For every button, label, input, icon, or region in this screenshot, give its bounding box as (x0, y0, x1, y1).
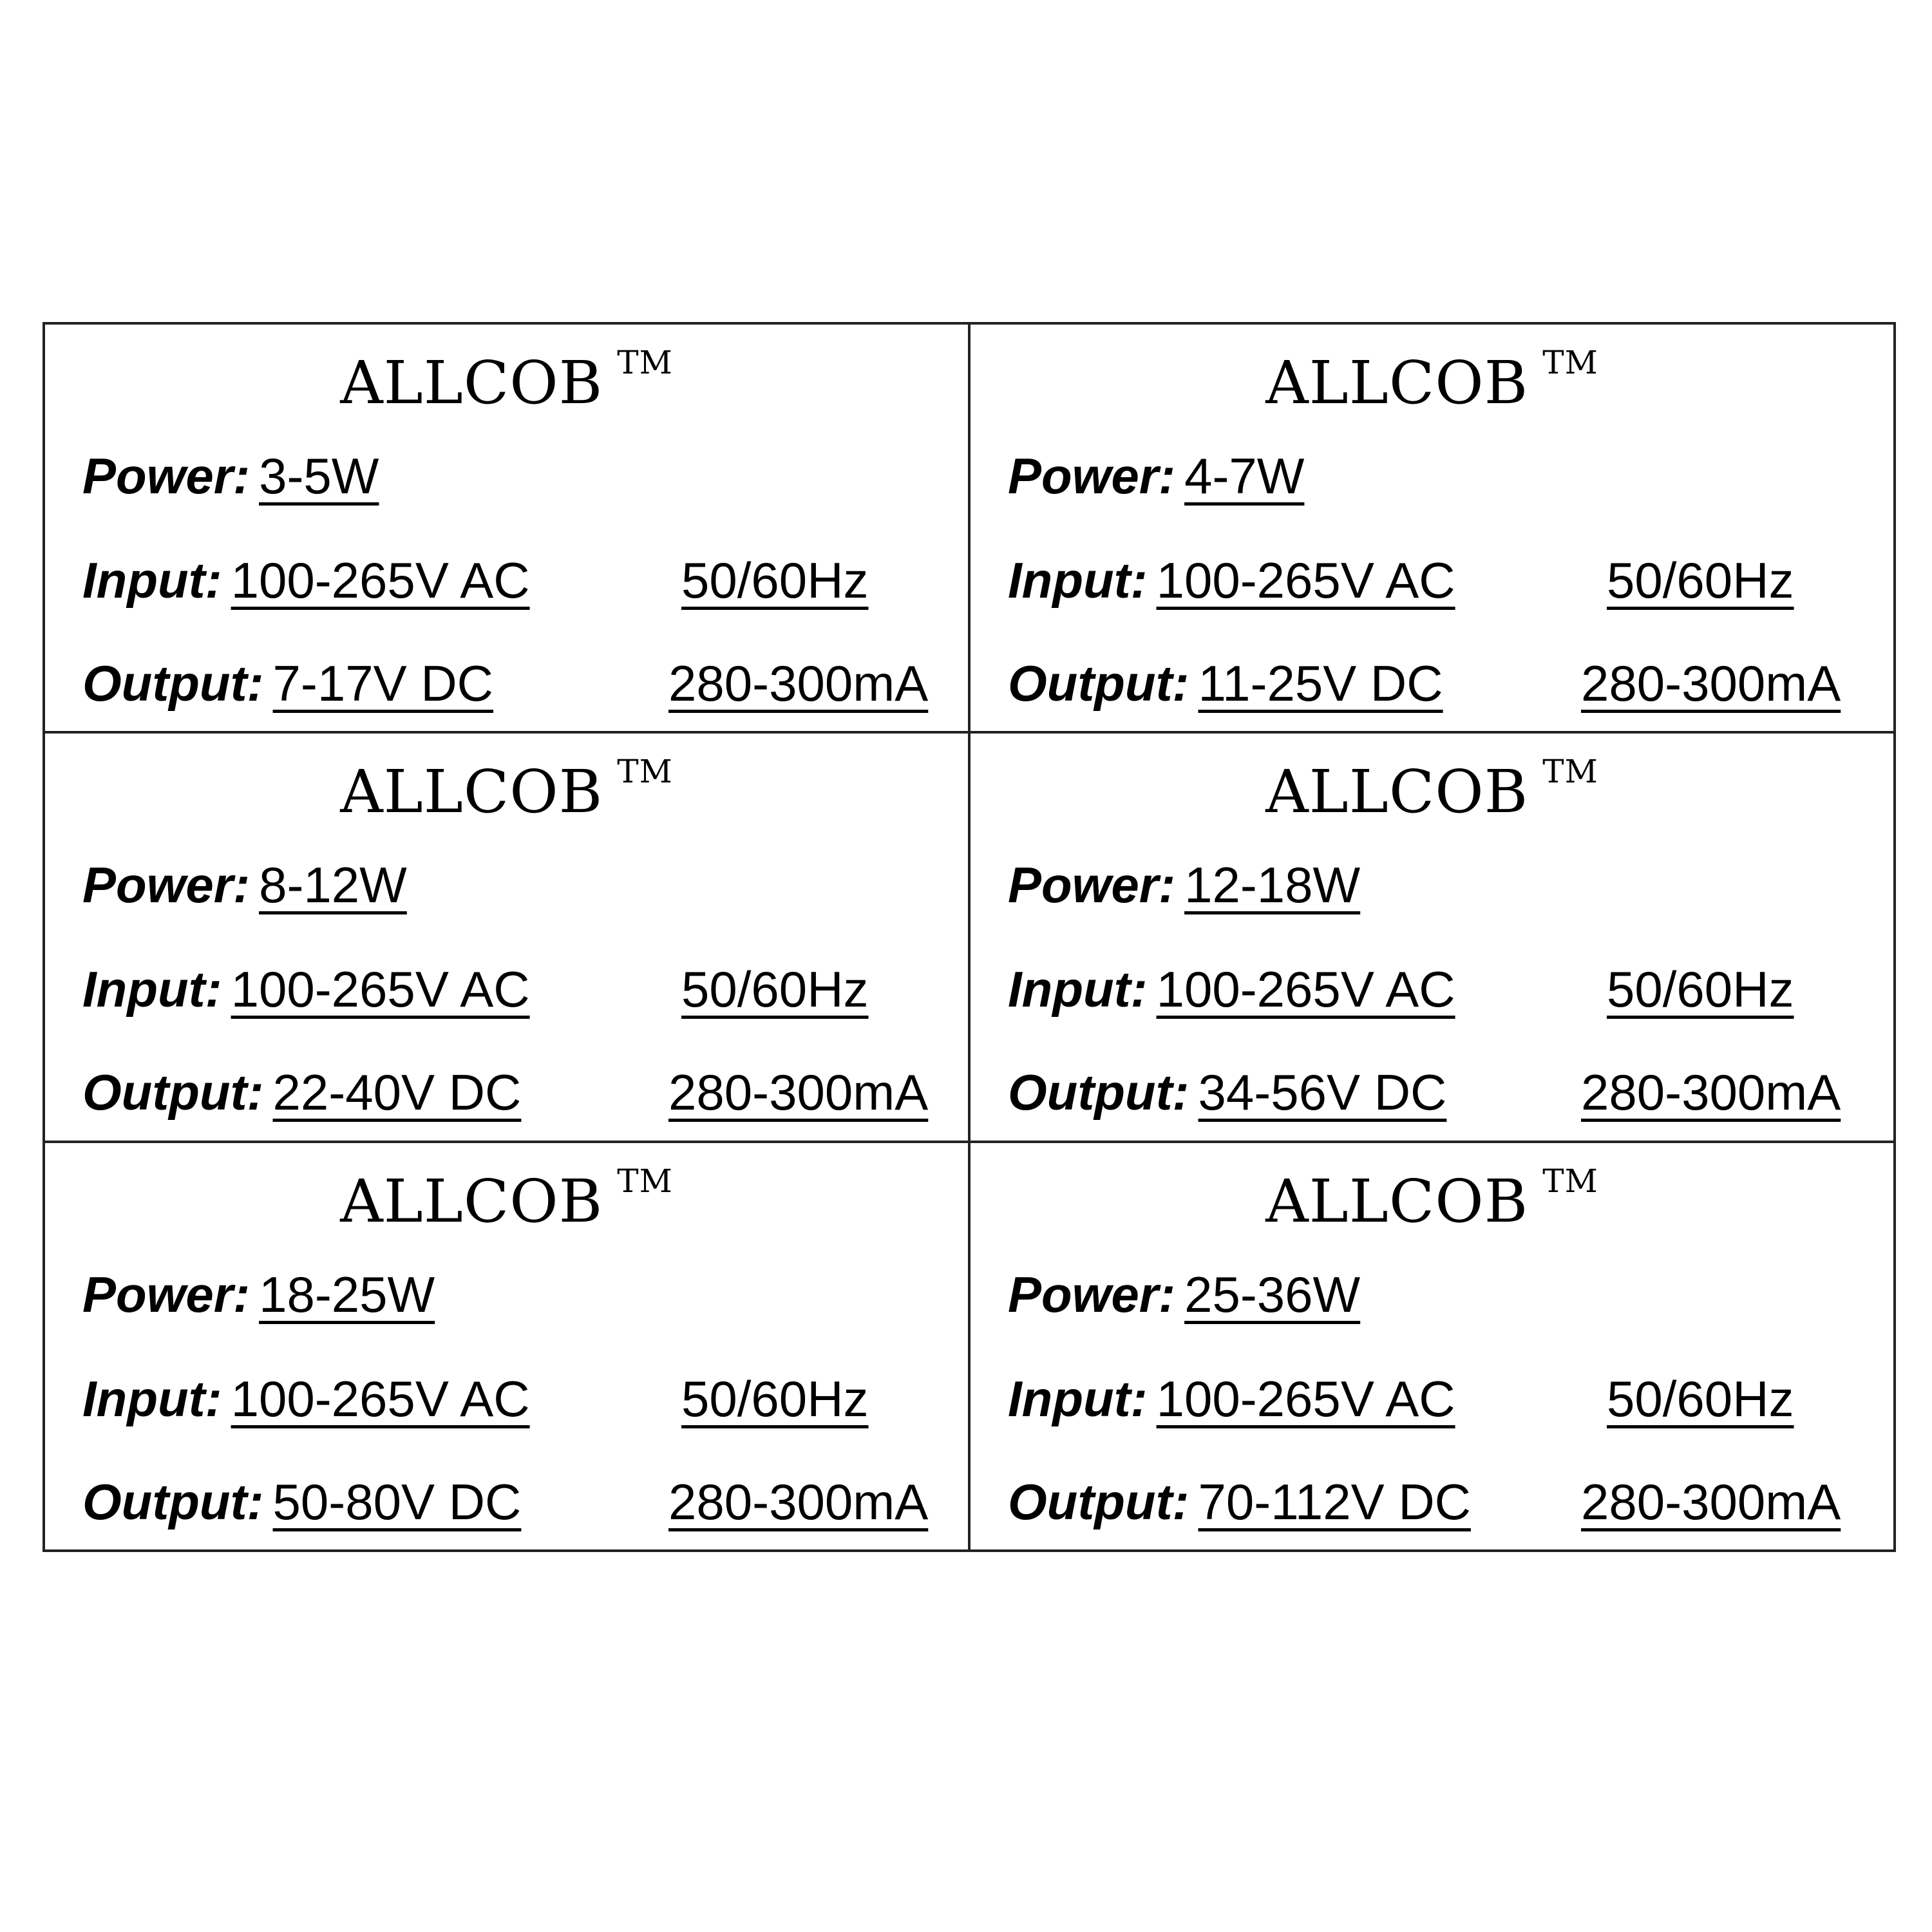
spec-cell (44, 323, 969, 732)
input-frequency: 50/60Hz (681, 552, 869, 609)
input-label: Input: (1008, 1370, 1148, 1427)
brand-title (971, 753, 1893, 826)
input-line (1008, 960, 1880, 1019)
output-voltage: 70-112V DC (1198, 1473, 1471, 1530)
trademark-mark: TM (1542, 1162, 1598, 1200)
output-label: Output: (82, 1064, 264, 1121)
output-voltage: 50-80V DC (272, 1473, 522, 1530)
power-label: Power: (82, 857, 251, 914)
output-line (82, 1063, 955, 1122)
spec-table (43, 322, 1896, 1552)
power-value: 25-36W (1184, 1265, 1361, 1323)
spec-cell (969, 1142, 1895, 1551)
input-voltage: 100-265V AC (231, 1370, 530, 1427)
output-voltage: 11-25V DC (1198, 655, 1443, 712)
spec-cell (969, 323, 1895, 732)
power-value: 18-25W (259, 1265, 435, 1323)
output-current: 280-300mA (1581, 1064, 1841, 1121)
brand-title (45, 344, 968, 417)
brand-name: ALLCOB (1265, 757, 1529, 827)
power-label: Power: (1008, 1265, 1176, 1323)
power-line (1008, 856, 1880, 914)
input-voltage: 100-265V AC (231, 961, 530, 1018)
input-frequency: 50/60Hz (681, 961, 869, 1018)
input-voltage: 100-265V AC (1156, 1370, 1455, 1427)
output-current: 280-300mA (1581, 655, 1841, 712)
trademark-mark: TM (617, 1162, 673, 1200)
table-row (44, 323, 1895, 732)
table-row (44, 732, 1895, 1141)
input-label: Input: (82, 961, 222, 1018)
power-label: Power: (1008, 857, 1176, 914)
brand-name: ALLCOB (1265, 1166, 1529, 1236)
spec-cell (969, 732, 1895, 1141)
spec-cell (44, 732, 969, 1141)
brand-title (45, 1162, 968, 1236)
input-frequency: 50/60Hz (1607, 552, 1794, 609)
input-line (82, 960, 955, 1019)
trademark-mark: TM (617, 344, 673, 381)
brand-title (971, 1162, 1893, 1236)
input-voltage: 100-265V AC (1156, 961, 1455, 1018)
input-line (82, 1370, 955, 1428)
output-line (1008, 1473, 1880, 1531)
output-voltage: 7-17V DC (272, 655, 493, 712)
input-line (1008, 1370, 1880, 1428)
input-label: Input: (1008, 552, 1148, 609)
trademark-mark: TM (617, 753, 673, 791)
brand-name: ALLCOB (1265, 348, 1529, 417)
output-label: Output: (82, 1473, 264, 1530)
output-current: 280-300mA (668, 1473, 929, 1530)
table-row (44, 1142, 1895, 1551)
output-line (82, 1473, 955, 1531)
output-label: Output: (1008, 655, 1189, 712)
output-label: Output: (82, 655, 264, 712)
power-label: Power: (1008, 448, 1176, 504)
output-line (1008, 654, 1880, 713)
power-value: 12-18W (1184, 857, 1361, 914)
input-frequency: 50/60Hz (681, 1370, 869, 1427)
power-value: 8-12W (259, 857, 407, 914)
power-value: 4-7W (1184, 448, 1305, 504)
spec-cell (44, 1142, 969, 1551)
output-voltage: 22-40V DC (272, 1064, 522, 1121)
output-line (82, 654, 955, 713)
output-line (1008, 1063, 1880, 1122)
power-line (1008, 1265, 1880, 1324)
input-label: Input: (82, 1370, 222, 1427)
output-current: 280-300mA (668, 1064, 929, 1121)
power-line (1008, 447, 1880, 506)
power-label: Power: (82, 1265, 251, 1323)
power-label: Power: (82, 448, 251, 504)
power-line (82, 447, 955, 506)
output-voltage: 34-56V DC (1198, 1064, 1447, 1121)
brand-title (45, 753, 968, 826)
input-line (1008, 551, 1880, 610)
input-line (82, 551, 955, 610)
brand-name: ALLCOB (340, 1166, 603, 1236)
input-voltage: 100-265V AC (231, 552, 530, 609)
brand-title (971, 344, 1893, 417)
output-label: Output: (1008, 1064, 1189, 1121)
input-frequency: 50/60Hz (1607, 1370, 1794, 1427)
trademark-mark: TM (1542, 753, 1598, 791)
output-current: 280-300mA (668, 655, 929, 712)
power-line (82, 1265, 955, 1324)
brand-name: ALLCOB (340, 757, 603, 827)
input-voltage: 100-265V AC (1156, 552, 1455, 609)
power-value: 3-5W (259, 448, 379, 504)
input-label: Input: (82, 552, 222, 609)
input-label: Input: (1008, 961, 1148, 1018)
power-line (82, 856, 955, 914)
output-label: Output: (1008, 1473, 1189, 1530)
output-current: 280-300mA (1581, 1473, 1841, 1530)
input-frequency: 50/60Hz (1607, 961, 1794, 1018)
trademark-mark: TM (1542, 344, 1598, 381)
brand-name: ALLCOB (340, 348, 603, 417)
